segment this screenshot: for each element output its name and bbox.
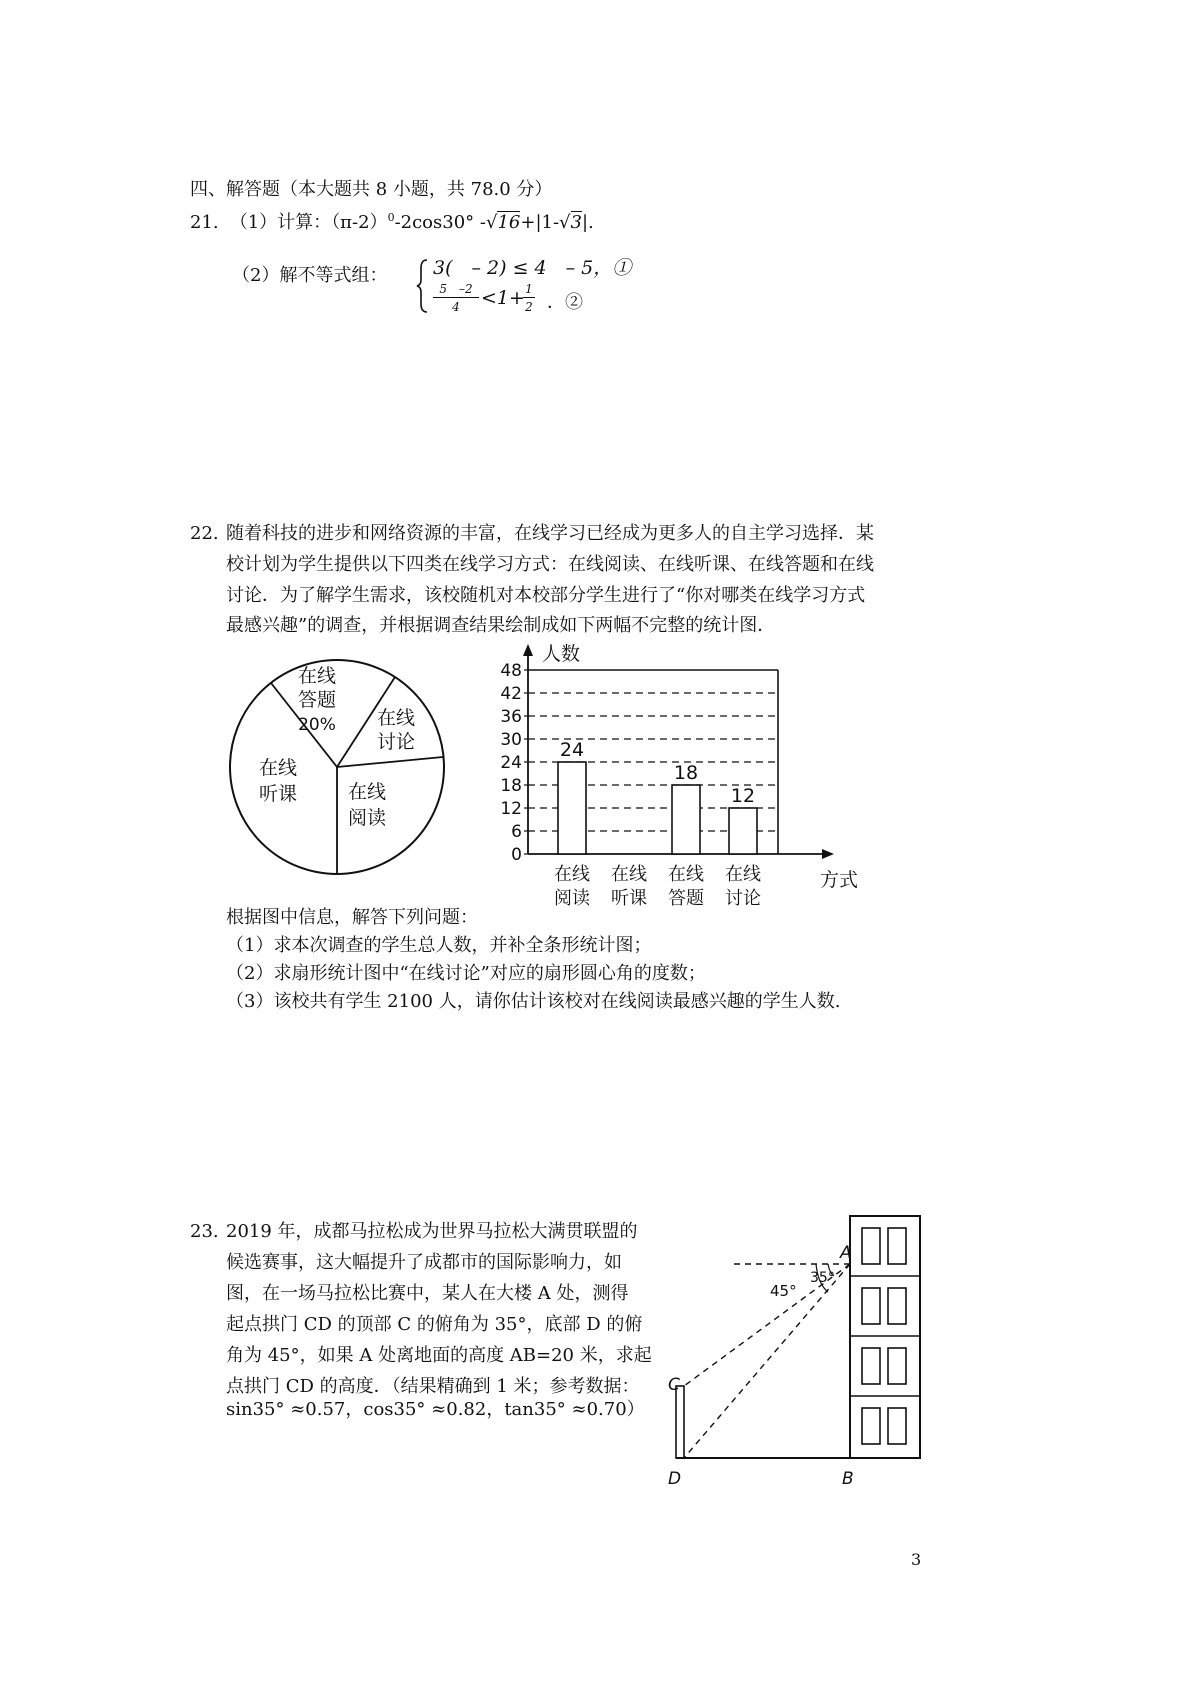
pie-divider (337, 757, 443, 767)
point-label-a: A (840, 1243, 852, 1263)
q23-line-6: sin35° ≈0.57，cos35° ≈0.82，tan35° ≈0.70） (226, 1399, 645, 1420)
q21-part1-label: （1）计算： (229, 212, 332, 233)
ineq2-tail: ．② (547, 292, 583, 313)
q23-number: 23. (190, 1221, 219, 1242)
q21-number: 21. (190, 212, 219, 233)
q23-line-3: 起点拱门 CD 的顶部 C 的俯角为 35°，底部 D 的俯 (226, 1314, 643, 1335)
pie-chart (224, 648, 454, 878)
building (850, 1216, 920, 1458)
pie-label: 20% (298, 715, 336, 735)
angle-label-45: 45° (770, 1282, 797, 1300)
bar (672, 785, 700, 854)
inequality-1: 3( – 2) ≤ 4 – 5，① (433, 257, 632, 279)
y-tick-label: 0 (511, 845, 522, 865)
q21-sqrt16: 16 (497, 212, 521, 233)
arch-cd (676, 1386, 684, 1458)
geometry-figure (666, 1212, 906, 1512)
q23-text-0: 2019 年，成都马拉松成为世界马拉松大满贯联盟的 (226, 1221, 638, 1242)
q22-line-1: 校计划为学生提供以下四类在线学习方式：在线阅读、在线听课、在线答题和在线 (226, 554, 874, 575)
q22-number: 22. (190, 523, 219, 544)
sightline-ad (684, 1264, 850, 1458)
q21-part2-label: （2）解不等式组： (232, 265, 388, 286)
ineq2-mid: <1+ (481, 287, 525, 309)
q21-part1 (190, 206, 594, 235)
bar-value-label: 24 (559, 739, 585, 761)
q21-expr-a: （π-2） (331, 212, 388, 233)
pie-label: 在线 (347, 781, 387, 803)
y-axis-arrow-icon (523, 644, 533, 656)
half-num: 1 (523, 282, 535, 298)
q22-text-0: 随着科技的进步和网络资源的丰富，在线学习已经成为更多人的自主学习选择．某 (226, 523, 874, 544)
angle-label-35: 35° (810, 1270, 835, 1286)
x-tick-label: 在线 (668, 864, 704, 885)
q22-question-3: （3）该校共有学生 2100 人，请你估计该校对在线阅读最感兴趣的学生人数. (226, 991, 841, 1012)
y-tick-label: 30 (500, 730, 522, 750)
y-tick-label: 42 (500, 684, 522, 704)
q23-line-0 (190, 1220, 638, 1244)
point-label-d: D (668, 1469, 682, 1489)
x-tick-label: 阅读 (554, 888, 590, 909)
half-den: 2 (525, 300, 533, 314)
pie-label: 在线 (297, 665, 337, 687)
sqrt-symbol-icon: √ (485, 212, 498, 233)
q23-line-1: 候选赛事，这大幅提升了成都市的国际影响力，如 (226, 1252, 622, 1273)
point-label-c: C (668, 1375, 680, 1395)
pie-label: 在线 (376, 707, 416, 729)
y-tick-label: 6 (511, 822, 522, 842)
y-axis-label: 人数 (542, 643, 581, 665)
q21-exp0: 0 (387, 211, 395, 224)
inequality-2 (433, 284, 633, 316)
x-tick-label: 讨论 (725, 888, 761, 909)
bar-value-label: 12 (730, 785, 756, 807)
q22-line-0 (190, 522, 874, 546)
q23-line-5: 点拱门 CD 的高度．（结果精确到 1 米；参考数据： (226, 1376, 640, 1397)
q21-sqrt3: 3 (570, 212, 582, 233)
q21-expr-b: -2cos30° - (394, 212, 486, 233)
x-tick-label: 答题 (668, 888, 704, 909)
pie-label: 答题 (297, 689, 337, 711)
section-title: 四、解答题（本大题共 8 小题，共 78.0 分） (190, 179, 553, 200)
q22-line-2: 讨论．为了解学生需求，该校随机对本校部分学生进行了“你对哪类在线学习方式 (226, 585, 866, 606)
y-tick-label: 36 (500, 707, 522, 727)
y-tick-label: 24 (500, 753, 522, 773)
pie-label: 阅读 (347, 807, 387, 829)
pie-label: 讨论 (376, 731, 416, 753)
x-axis-arrow-icon (822, 849, 834, 859)
q22-line-3: 最感兴趣”的调查，并根据调查结果绘制成如下两幅不完整的统计图． (226, 615, 776, 636)
q21-expr-c: +|1- (520, 212, 560, 233)
x-tick-label: 听课 (611, 888, 647, 909)
x-tick-label: 在线 (554, 864, 590, 885)
ineq2-num: 5 –2 (433, 282, 479, 298)
y-tick-label: 48 (500, 661, 522, 681)
bar-chart (490, 640, 870, 909)
bar-value-label: 18 (673, 762, 699, 784)
q22-question-1: （1）求本次调查的学生总人数，并补全条形统计图； (226, 935, 652, 956)
point-label-b: B (842, 1469, 854, 1489)
q22-question-2: （2）求扇形统计图中“在线讨论”对应的扇形圆心角的度数； (226, 963, 706, 984)
q21-expr-d: |. (581, 212, 594, 233)
page-number: 3 (911, 1550, 922, 1569)
x-axis-label: 方式 (820, 869, 859, 891)
q23-line-2: 图，在一场马拉松比赛中，某人在大楼 A 处，测得 (226, 1283, 629, 1304)
sqrt-symbol-icon: √ (559, 212, 571, 233)
pie-label: 在线 (258, 757, 298, 779)
pie-label: 听课 (258, 783, 298, 805)
bar (558, 762, 586, 854)
x-tick-label: 在线 (611, 864, 647, 885)
q22-after: 根据图中信息，解答下列问题： (226, 907, 478, 928)
q23-line-4: 角为 45°，如果 A 处离地面的高度 AB=20 米，求起 (226, 1345, 652, 1366)
y-tick-label: 12 (500, 799, 522, 819)
ineq2-den: 4 (452, 300, 460, 314)
x-tick-label: 在线 (725, 864, 761, 885)
y-tick-label: 18 (500, 776, 522, 796)
bar (729, 808, 757, 854)
